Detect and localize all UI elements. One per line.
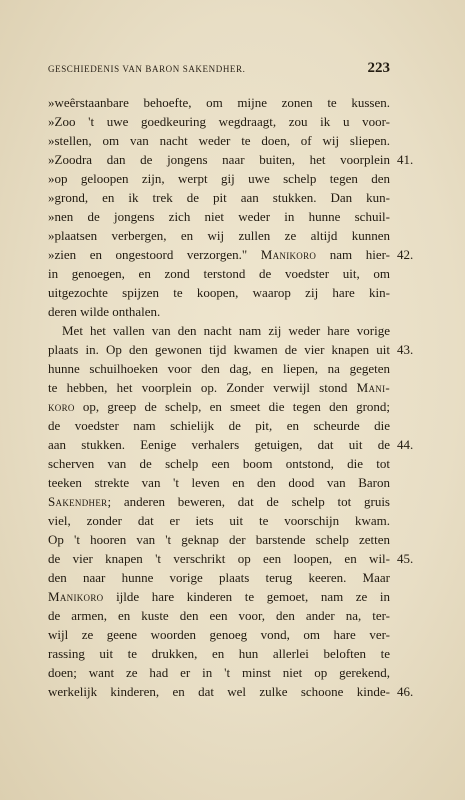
name-small-caps: Manikoro xyxy=(260,247,317,262)
text-line xyxy=(48,246,390,263)
text-line xyxy=(48,379,390,396)
running-title: GESCHIEDENIS VAN BARON SAKENDHER. xyxy=(48,64,246,74)
text-segment: ijlde hare kinderen te gemoet, nam ze in xyxy=(116,589,391,604)
text-line: uitgezochte spijzen te koopen, waarop zij hare kin- xyxy=(48,285,390,300)
text-line: »stellen, om van nacht weder te doen, of wij sliepen. xyxy=(48,133,390,148)
text-line: »plaatsen verbergen, en wij zullen ze altijd kunnen xyxy=(48,228,390,243)
text-line: den naar hunne vorige plaats terug keeren. Maar xyxy=(48,570,390,585)
text-line xyxy=(48,493,390,510)
text-segment: op, greep de schelp, en smeet die tegen den grond; xyxy=(82,399,391,414)
text-line: »Zoodra dan de jongens naar buiten, het voorplein xyxy=(48,152,390,167)
margin-number: 43. xyxy=(397,342,414,357)
text-line: werkelijk kinderen, en dat wel zulke schoone kinde- xyxy=(48,684,390,699)
text-line: aan stukken. Eenige verhalers getuigen, dat uit de xyxy=(48,437,390,452)
text-line: doen; want ze had er in 't minst niet op gerekend, xyxy=(48,665,390,680)
text-line xyxy=(48,398,390,415)
text-line: wijl ze geene woorden genoeg vond, om hare ver- xyxy=(48,627,390,642)
page-number: 223 xyxy=(367,60,390,76)
text-segment: ; anderen beweren, dat de schelp tot gruis xyxy=(107,494,390,509)
margin-number: 46. xyxy=(397,684,414,699)
text-line xyxy=(48,588,390,605)
text-line: teeken strekte van 't leven en den dood van Baron xyxy=(48,475,390,490)
name-small-caps: Mani- xyxy=(356,380,390,395)
text-line: in genoegen, en zond terstond de voedster uit, om xyxy=(48,266,390,281)
text-line: »weêrstaanbare behoefte, om mijne zonen te kussen. xyxy=(48,95,390,110)
text-line: »Zoo 't uwe goedkeuring wegdraagt, zou ik u voor- xyxy=(48,114,390,129)
name-small-caps: koro xyxy=(48,399,75,414)
text-line: de voedster nam schielijk de pit, en scheurde die xyxy=(48,418,390,433)
text-line: Met het vallen van den nacht nam zij weder hare vorige xyxy=(62,323,390,338)
text-line: »nen de jongens zich niet weder in hunne schuil- xyxy=(48,209,390,224)
text-line: »op geloopen zijn, werpt gij uwe schelp tegen den xyxy=(48,171,390,186)
margin-number: 42. xyxy=(397,247,414,262)
name-small-caps: Sakendher xyxy=(48,494,108,509)
text-line: de armen, en kuste den een voor, den ander na, ter- xyxy=(48,608,390,623)
margin-number: 41. xyxy=(397,152,414,167)
text-segment: »zien en ongestoord verzorgen." xyxy=(48,247,248,262)
text-line: de vier knapen 't verschrikt op een loopen, en wil- xyxy=(48,551,390,566)
text-line: plaats in. Op den gewonen tijd kwamen de vier knapen uit xyxy=(48,342,390,357)
text-line: Op 't hooren van 't geknap der barstende schelp zetten xyxy=(48,532,390,547)
text-line: rassing uit te drukken, en hun allerlei beloften te xyxy=(48,646,390,661)
margin-number: 44. xyxy=(397,437,414,452)
name-small-caps: Manikoro xyxy=(48,589,104,604)
text-line: hunne schuilhoeken voor den dag, en liepen, na gegeten xyxy=(48,361,390,376)
text-line: deren wilde onthalen. xyxy=(48,304,161,319)
text-segment: nam hier- xyxy=(329,247,390,262)
text-line: scherven van de schelp een boom ontstond, die tot xyxy=(48,456,390,471)
text-line: »grond, en ik trek de pit aan stukken. Dan kun- xyxy=(48,190,390,205)
page-header xyxy=(48,60,390,80)
margin-number: 45. xyxy=(397,551,414,566)
text-line: viel, zonder dat er iets uit te voorschijn kwam. xyxy=(48,513,390,528)
text-segment: te hebben, het voorplein op. Zonder verwijl stond xyxy=(48,380,348,395)
